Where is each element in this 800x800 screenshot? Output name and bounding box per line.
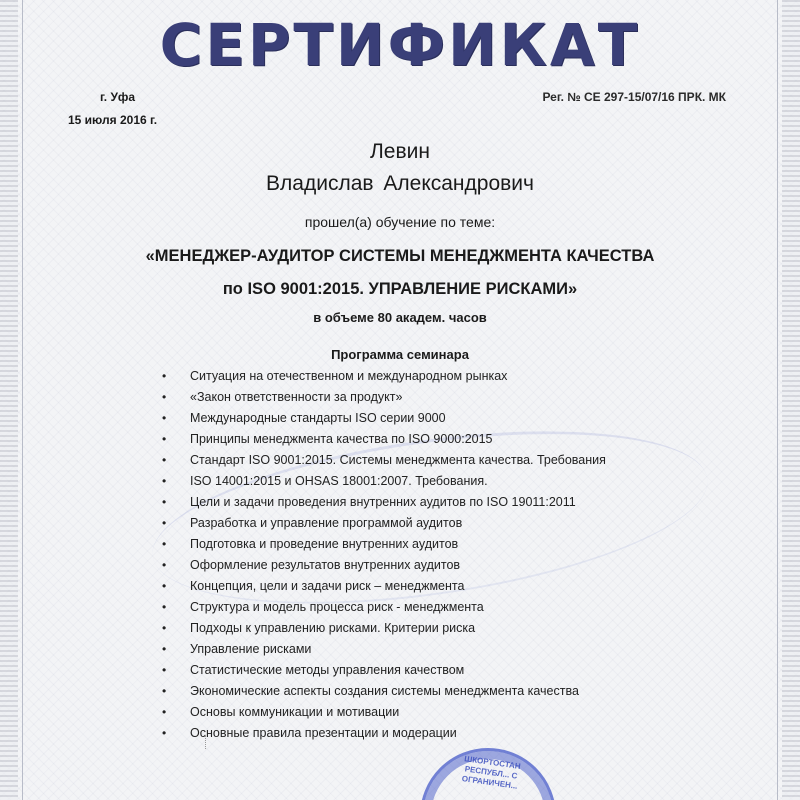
program-item-text: Управление рисками (190, 642, 312, 656)
program-item (160, 597, 680, 618)
program-item-text: Разработка и управление программой аудитов (190, 516, 463, 530)
issue-city: г. Уфа (100, 90, 136, 104)
program-item (160, 639, 680, 660)
program-item (160, 408, 680, 429)
program-item-text: Статистические методы управления качеством (190, 663, 465, 677)
program-item-text: Концепция, цели и задачи риск – менеджмента (190, 579, 465, 593)
course-title-line-2: по ISO 9001:2015. УПРАВЛЕНИЕ РИСКАМИ» (222, 280, 578, 298)
program-item (160, 534, 680, 555)
bullet-icon: • (162, 705, 167, 719)
bullet-icon: • (162, 516, 167, 530)
bullet-icon: • (162, 621, 167, 635)
program-item-text: Оформление результатов внутренних аудитов (190, 558, 461, 572)
stamp-text: ШКОРТОСТАН РЕСПУБЛ... С ОГРАНИЧЕН... (461, 754, 522, 791)
bullet-icon: • (162, 726, 167, 740)
decorative-border-left (0, 0, 18, 800)
course-volume: в объеме 80 академ. часов (313, 310, 487, 325)
bullet-icon: • (162, 579, 167, 593)
program-item-text: Ситуация на отечественном и международном рынках (190, 369, 508, 383)
program-item-text: Принципы менеджмента качества по ISO 9000:2015 (190, 432, 493, 446)
scan-mark (205, 735, 212, 749)
program-item (160, 450, 680, 471)
program-item (160, 429, 680, 450)
program-item-text: Основы коммуникации и мотивации (190, 705, 400, 719)
program-item-text: Подходы к управлению рисками. Критерии риска (190, 621, 476, 635)
bullet-icon: • (162, 411, 167, 425)
program-item (160, 702, 680, 723)
program-item-text: Стандарт ISO 9001:2015. Системы менеджмента качества. Требования (190, 453, 606, 467)
program-item (160, 555, 680, 576)
bullet-icon: • (162, 537, 167, 551)
program-item (160, 387, 680, 408)
program-item-text: Структура и модель процесса риск - менеджмента (190, 600, 484, 614)
recipient-name-patronymic: Владислав Александрович (266, 172, 534, 195)
bullet-icon: • (162, 642, 167, 656)
program-item-text: Международные стандарты ISO серии 9000 (190, 411, 446, 425)
decorative-border-right (782, 0, 800, 800)
bullet-icon: • (162, 390, 167, 404)
program-item (160, 618, 680, 639)
program-item (160, 513, 680, 534)
bullet-icon: • (162, 558, 167, 572)
program-item (160, 492, 680, 513)
program-item-text: Основные правила презентации и модерации (190, 726, 457, 740)
bullet-icon: • (162, 453, 167, 467)
bullet-icon: • (162, 474, 167, 488)
program-item (160, 681, 680, 702)
program-item-text: Экономические аспекты создания системы менеджмента качества (190, 684, 579, 698)
program-item (160, 723, 680, 744)
bullet-icon: • (162, 684, 167, 698)
border-line-left (22, 0, 23, 800)
bullet-icon: • (162, 432, 167, 446)
recipient-surname: Левин (370, 140, 430, 163)
program-item-text: Цели и задачи проведения внутренних аудитов по ISO 19011:2011 (190, 495, 576, 509)
program-item-text: Подготовка и проведение внутренних аудитов (190, 537, 459, 551)
program-item (160, 576, 680, 597)
bullet-icon: • (162, 369, 167, 383)
issue-date: 15 июля 2016 г. (68, 113, 158, 127)
program-item-text: «Закон ответственности за продукт» (190, 390, 403, 404)
program-item (160, 660, 680, 681)
bullet-icon: • (162, 495, 167, 509)
completion-statement: прошел(а) обучение по теме: (304, 214, 496, 230)
bullet-icon: • (162, 600, 167, 614)
bullet-icon: • (162, 663, 167, 677)
course-title-line-1: «МЕНЕДЖЕР-АУДИТОР СИСТЕМЫ МЕНЕДЖМЕНТА КАЧЕСТВА (145, 247, 655, 265)
certificate-title: СЕРТИФИКАТ (159, 11, 641, 79)
program-item (160, 366, 680, 387)
registration-number: Рег. № СЕ 297-15/07/16 ПРК. МК (542, 90, 726, 104)
program-item-text: ISO 14001:2015 и OHSAS 18001:2007. Требования. (190, 474, 488, 488)
program-list (160, 366, 680, 744)
program-title: Программа семинара (331, 347, 469, 362)
border-line-right (777, 0, 778, 800)
program-item (160, 471, 680, 492)
